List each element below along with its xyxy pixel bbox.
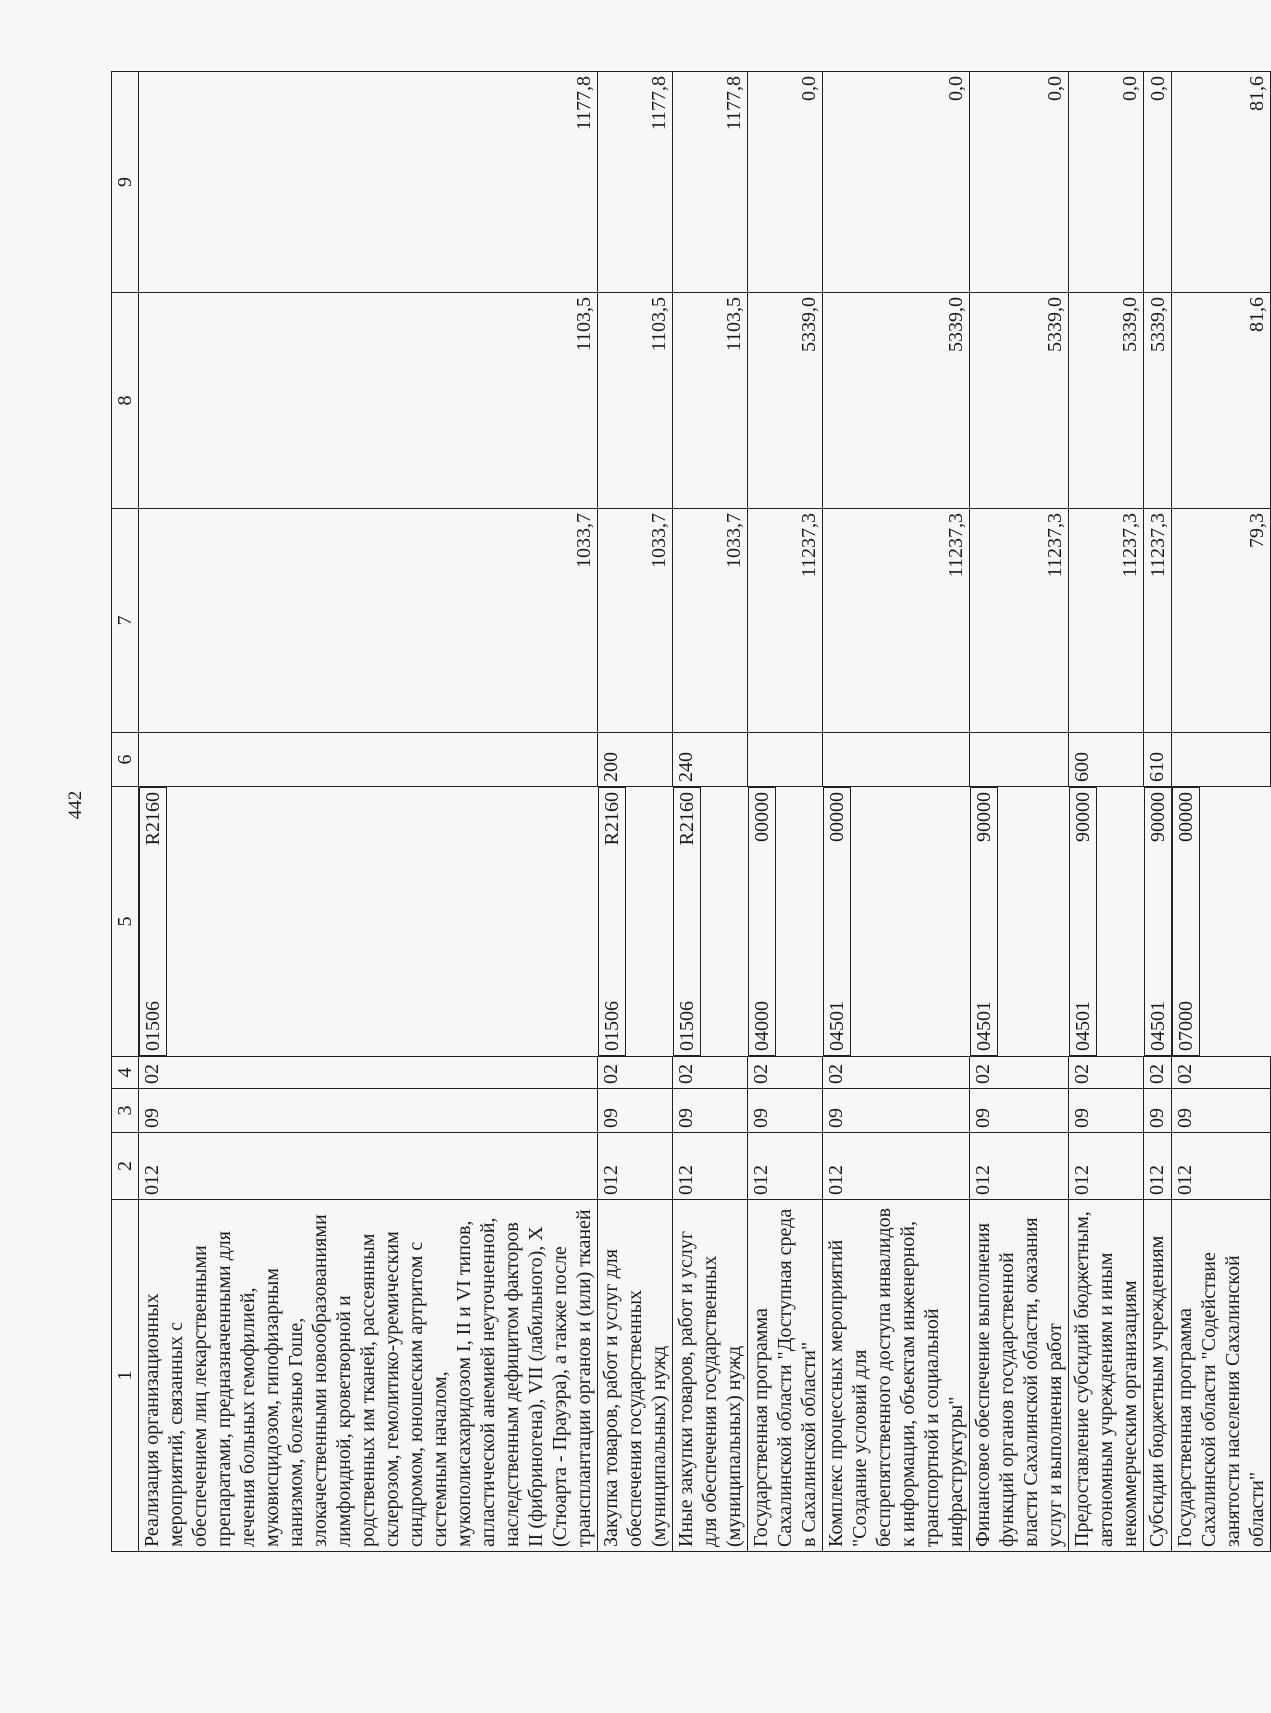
row-name-cell: Предоставление субсидий бюджетным, автономным учреждениям и иным некоммерческим организациям <box>1069 1200 1144 1552</box>
target-article-direction-code: 90000 <box>1146 792 1169 842</box>
subsection-code-cell: 02 <box>1172 1057 1271 1089</box>
col-header-3: 3 <box>112 1089 139 1133</box>
amount-year1-cell: 11237,3 <box>970 509 1069 733</box>
amount-year2-cell: 81,6 <box>1172 293 1271 509</box>
amount-year2-cell: 1103,5 <box>673 293 748 509</box>
row-name-cell: Комплекс процессных мероприятий "Создание условий для беспрепятственного доступа инвалидов к информации, объектам инженерной, транспортной и социальной инфраструктуры" <box>823 1200 970 1552</box>
amount-year1-cell: 11237,3 <box>1144 509 1172 733</box>
header-row <box>112 72 139 1552</box>
target-article-program-code: 04501 <box>1146 1001 1169 1051</box>
expense-type-cell <box>748 733 823 787</box>
target-article-direction-code: 90000 <box>1071 792 1094 842</box>
row-name-cell: Иные закупки товаров, работ и услуг для обеспечения государственных (муниципальных) нужд <box>673 1200 748 1552</box>
target-article-cell <box>673 787 701 1056</box>
amount-year2-cell: 1103,5 <box>598 293 673 509</box>
budget-table-container <box>111 72 1268 1552</box>
subsection-code-cell: 02 <box>970 1057 1069 1089</box>
table-row <box>139 72 598 1552</box>
budget-table <box>111 71 1271 1552</box>
grbs-code-cell: 012 <box>1069 1133 1144 1200</box>
expense-type-cell: 600 <box>1069 733 1144 787</box>
amount-year3-cell: 0,0 <box>748 72 823 293</box>
amount-year1-cell: 1033,7 <box>598 509 673 733</box>
section-code-cell: 09 <box>673 1089 748 1133</box>
grbs-code-cell: 012 <box>970 1133 1069 1200</box>
section-code-cell: 09 <box>823 1089 970 1133</box>
target-article-program-code: 01506 <box>675 1001 698 1051</box>
target-article-cell <box>139 787 167 1056</box>
target-article-cell <box>970 787 998 1056</box>
target-article-cell <box>1069 787 1097 1056</box>
amount-year1-cell: 1033,7 <box>139 509 598 733</box>
table-row <box>1172 72 1271 1552</box>
col-header-8: 8 <box>112 293 139 509</box>
grbs-code-cell: 012 <box>748 1133 823 1200</box>
amount-year3-cell: 0,0 <box>1144 72 1172 293</box>
target-article-direction-code: 00000 <box>1174 792 1197 842</box>
target-article-cell <box>1144 787 1172 1056</box>
amount-year3-cell: 1177,8 <box>139 72 598 293</box>
target-article-cell <box>748 787 776 1056</box>
amount-year1-cell: 11237,3 <box>1069 509 1144 733</box>
section-code-cell: 09 <box>1069 1089 1144 1133</box>
target-article-direction-code: 90000 <box>972 792 995 842</box>
col-header-7: 7 <box>112 509 139 733</box>
grbs-code-cell: 012 <box>823 1133 970 1200</box>
target-article-direction-code: 00000 <box>825 792 848 842</box>
table-row <box>748 72 823 1552</box>
target-article-cell <box>598 787 626 1056</box>
table-row <box>1069 72 1144 1552</box>
section-code-cell: 09 <box>139 1089 598 1133</box>
amount-year3-cell: 81,6 <box>1172 72 1271 293</box>
row-name-cell: Государственная программа Сахалинской области "Доступная среда в Сахалинской области" <box>748 1200 823 1552</box>
grbs-code-cell: 012 <box>598 1133 673 1200</box>
col-header-6: 6 <box>112 733 139 787</box>
grbs-code-cell: 012 <box>673 1133 748 1200</box>
target-article-direction-code: R2160 <box>142 792 164 846</box>
subsection-code-cell: 02 <box>598 1057 673 1089</box>
table-row <box>970 72 1069 1552</box>
target-article-program-code: 04000 <box>750 1001 773 1051</box>
expense-type-cell <box>823 733 970 787</box>
row-name-cell: Субсидии бюджетным учреждениям <box>1144 1200 1172 1552</box>
section-code-cell: 09 <box>1144 1089 1172 1133</box>
amount-year3-cell: 0,0 <box>970 72 1069 293</box>
col-header-4: 4 <box>112 1057 139 1089</box>
expense-type-cell <box>139 733 598 787</box>
expense-type-cell: 200 <box>598 733 673 787</box>
amount-year3-cell: 0,0 <box>1069 72 1144 293</box>
amount-year2-cell: 5339,0 <box>1069 293 1144 509</box>
target-article-direction-code: R2160 <box>675 792 698 846</box>
amount-year3-cell: 0,0 <box>823 72 970 293</box>
grbs-code-cell: 012 <box>1144 1133 1172 1200</box>
subsection-code-cell: 02 <box>1144 1057 1172 1089</box>
section-code-cell: 09 <box>598 1089 673 1133</box>
grbs-code-cell: 012 <box>139 1133 598 1200</box>
target-article-direction-code: 00000 <box>750 792 773 842</box>
row-name-cell: Финансовое обеспечение выполнения функций органов государственной власти Сахалинской области, оказания услуг и выполнения работ <box>970 1200 1069 1552</box>
target-article-program-code: 07000 <box>1174 1001 1197 1051</box>
subsection-code-cell: 02 <box>748 1057 823 1089</box>
target-article-program-code: 01506 <box>600 1001 623 1051</box>
target-article-cell <box>1172 787 1200 1056</box>
expense-type-cell: 610 <box>1144 733 1172 787</box>
amount-year3-cell: 1177,8 <box>598 72 673 293</box>
amount-year3-cell: 1177,8 <box>673 72 748 293</box>
target-article-program-code: 04501 <box>825 1001 848 1051</box>
subsection-code-cell: 02 <box>139 1057 598 1089</box>
expense-type-cell <box>970 733 1069 787</box>
page-number: 442 <box>65 790 86 820</box>
target-article-program-code: 01506 <box>142 1001 164 1051</box>
amount-year2-cell: 5339,0 <box>970 293 1069 509</box>
target-article-program-code: 04501 <box>972 1001 995 1051</box>
subsection-code-cell: 02 <box>823 1057 970 1089</box>
table-row <box>598 72 673 1552</box>
grbs-code-cell: 012 <box>1172 1133 1271 1200</box>
section-code-cell: 09 <box>748 1089 823 1133</box>
target-article-program-code: 04501 <box>1071 1001 1094 1051</box>
row-name-cell: Государственная программа Сахалинской области "Содействие занятости населения Сахалинской области" <box>1172 1200 1271 1552</box>
amount-year2-cell: 5339,0 <box>748 293 823 509</box>
table-body <box>139 72 1271 1552</box>
amount-year1-cell: 79,3 <box>1172 509 1271 733</box>
amount-year2-cell: 5339,0 <box>1144 293 1172 509</box>
target-article-direction-code: R2160 <box>600 792 623 846</box>
section-code-cell: 09 <box>1172 1089 1271 1133</box>
amount-year2-cell: 5339,0 <box>823 293 970 509</box>
expense-type-cell <box>1172 733 1271 787</box>
subsection-code-cell: 02 <box>1069 1057 1144 1089</box>
section-code-cell: 09 <box>970 1089 1069 1133</box>
row-name-cell: Закупка товаров, работ и услуг для обеспечения государственных (муниципальных) нужд <box>598 1200 673 1552</box>
amount-year2-cell: 1103,5 <box>139 293 598 509</box>
table-row <box>823 72 970 1552</box>
col-header-9: 9 <box>112 72 139 293</box>
col-header-5: 5 <box>112 787 139 1057</box>
expense-type-cell: 240 <box>673 733 748 787</box>
amount-year1-cell: 1033,7 <box>673 509 748 733</box>
target-article-cell <box>823 787 851 1056</box>
subsection-code-cell: 02 <box>673 1057 748 1089</box>
row-name-cell: Реализация организационных мероприятий, связанных с обеспечением лиц лекарственными препаратами, предназначенными для лечения больных гемофилией, муковисцидозом, гипофизарным нанизмом, болезнью Гоше, злокачественными новообразованиями лимфоидной, кроветворной и родственных им тканей, рассеянным склерозом, гемолитико-уремическим синдромом, юношеским артритом с системным началом, мукополисахаридозом I, II и VI типов, апластической анемией неуточненной, наследственным дефицитом факторов II (фибриногена), VII (лабильного), X (Стюарта - Прауэра), а также после трансплантации органов и (или) тканей <box>139 1200 598 1552</box>
col-header-2: 2 <box>112 1133 139 1200</box>
table-row <box>673 72 748 1552</box>
amount-year1-cell: 11237,3 <box>823 509 970 733</box>
col-header-1: 1 <box>112 1200 139 1552</box>
table-row <box>1144 72 1172 1552</box>
amount-year1-cell: 11237,3 <box>748 509 823 733</box>
